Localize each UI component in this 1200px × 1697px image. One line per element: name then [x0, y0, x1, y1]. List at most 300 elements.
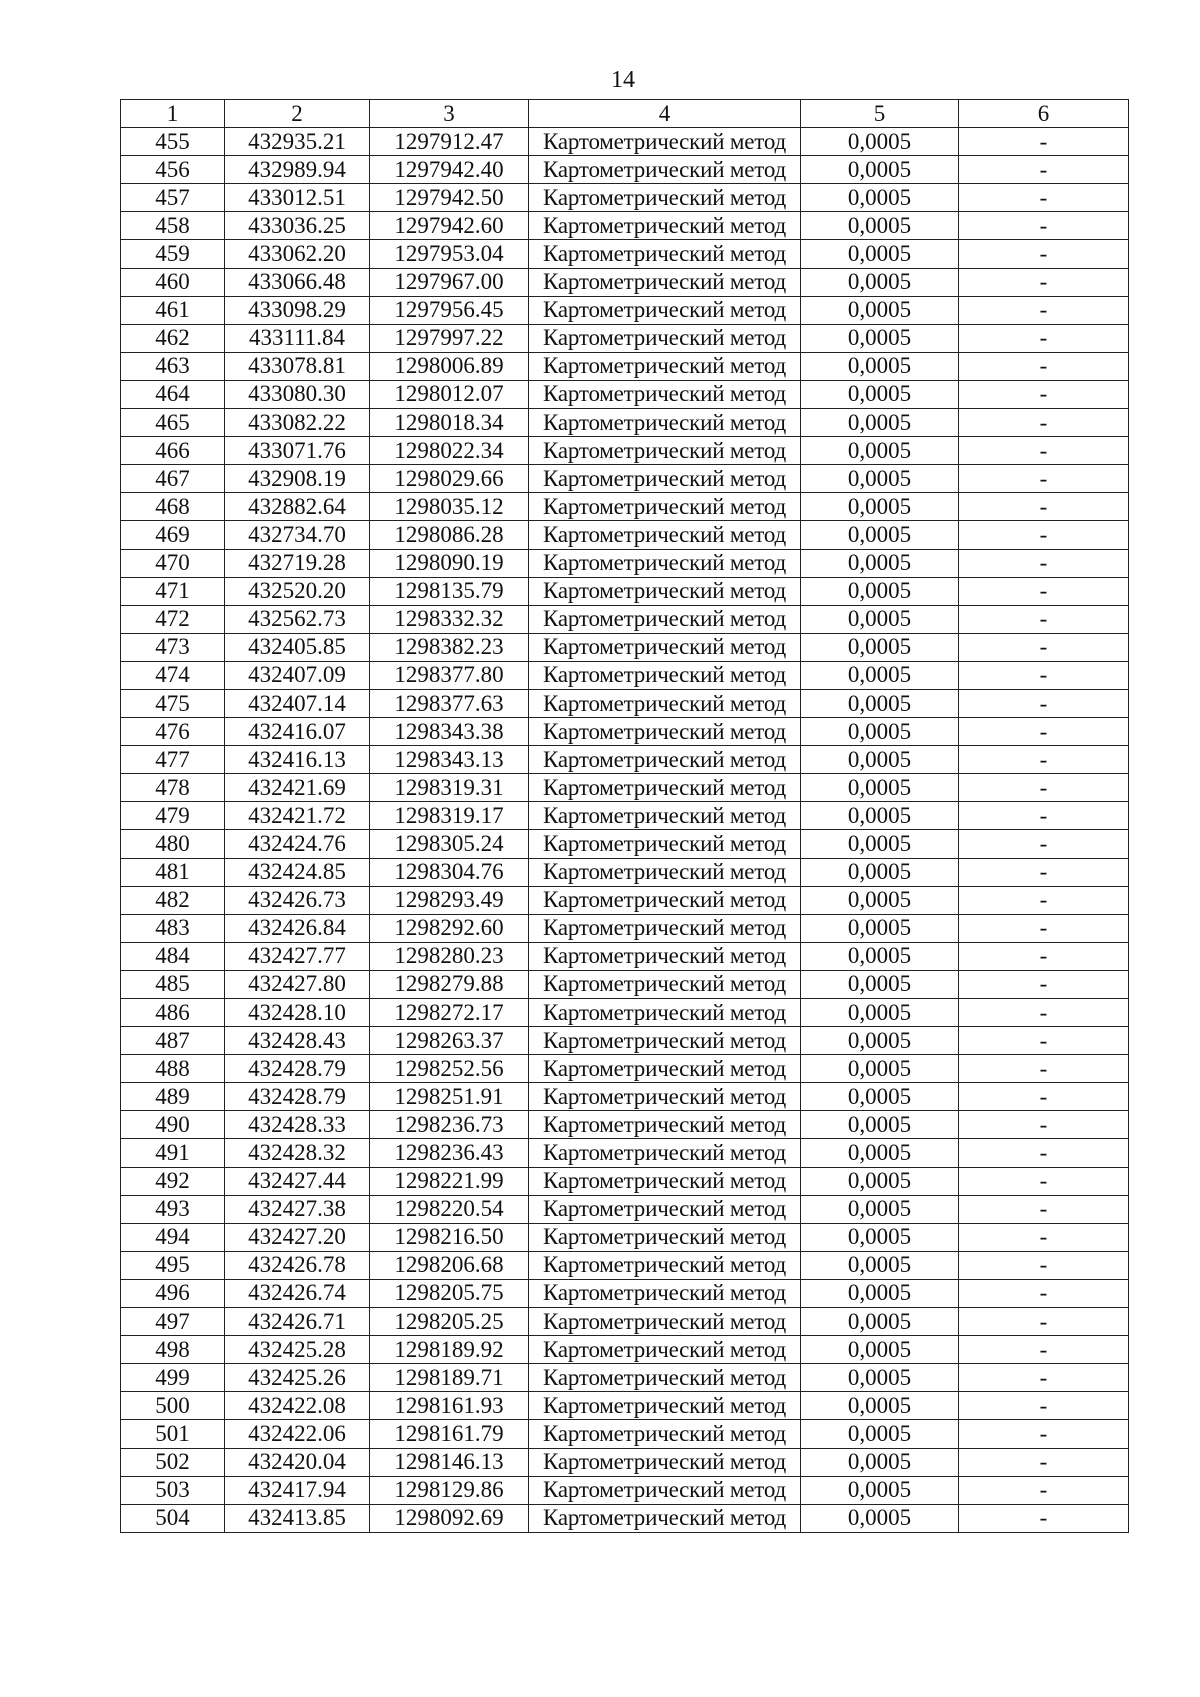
x-coordinate-cell: 432426.71 [225, 1308, 370, 1336]
table-row [121, 1504, 1129, 1532]
y-coordinate-cell: 1298012.07 [370, 380, 529, 408]
x-coordinate-cell: 432882.64 [225, 493, 370, 521]
table-row [121, 970, 1129, 998]
y-coordinate-cell: 1298221.99 [370, 1167, 529, 1195]
table-row [121, 1392, 1129, 1420]
point-number-cell: 478 [121, 774, 225, 802]
table-row [121, 1083, 1129, 1111]
accuracy-cell: 0,0005 [801, 633, 959, 661]
method-cell: Картометрический метод [529, 914, 801, 942]
accuracy-cell: 0,0005 [801, 1167, 959, 1195]
method-cell: Картометрический метод [529, 212, 801, 240]
table-row [121, 661, 1129, 689]
note-cell: - [959, 661, 1129, 689]
table-row [121, 409, 1129, 437]
y-coordinate-cell: 1298272.17 [370, 999, 529, 1027]
accuracy-cell: 0,0005 [801, 605, 959, 633]
y-coordinate-cell: 1298216.50 [370, 1223, 529, 1251]
accuracy-cell: 0,0005 [801, 746, 959, 774]
point-number-cell: 458 [121, 212, 225, 240]
note-cell: - [959, 1504, 1129, 1532]
point-number-cell: 477 [121, 746, 225, 774]
y-coordinate-cell: 1298382.23 [370, 633, 529, 661]
x-coordinate-cell: 432562.73 [225, 605, 370, 633]
note-cell: - [959, 886, 1129, 914]
note-cell: - [959, 802, 1129, 830]
table-row [121, 802, 1129, 830]
accuracy-cell: 0,0005 [801, 409, 959, 437]
point-number-cell: 501 [121, 1420, 225, 1448]
note-cell: - [959, 1364, 1129, 1392]
accuracy-cell: 0,0005 [801, 156, 959, 184]
y-coordinate-cell: 1298236.43 [370, 1139, 529, 1167]
y-coordinate-cell: 1298293.49 [370, 886, 529, 914]
point-number-cell: 479 [121, 802, 225, 830]
x-coordinate-cell: 432428.79 [225, 1083, 370, 1111]
y-coordinate-cell: 1297942.40 [370, 156, 529, 184]
x-coordinate-cell: 432426.73 [225, 886, 370, 914]
accuracy-cell: 0,0005 [801, 1392, 959, 1420]
method-cell: Картометрический метод [529, 1167, 801, 1195]
point-number-cell: 475 [121, 689, 225, 717]
point-number-cell: 495 [121, 1251, 225, 1279]
note-cell: - [959, 296, 1129, 324]
y-coordinate-cell: 1298129.86 [370, 1476, 529, 1504]
y-coordinate-cell: 1298304.76 [370, 858, 529, 886]
method-cell: Картометрический метод [529, 380, 801, 408]
method-cell: Картометрический метод [529, 830, 801, 858]
point-number-cell: 482 [121, 886, 225, 914]
method-cell: Картометрический метод [529, 999, 801, 1027]
note-cell: - [959, 1139, 1129, 1167]
x-coordinate-cell: 432734.70 [225, 521, 370, 549]
point-number-cell: 484 [121, 942, 225, 970]
accuracy-cell: 0,0005 [801, 999, 959, 1027]
method-cell: Картометрический метод [529, 1223, 801, 1251]
x-coordinate-cell: 433066.48 [225, 268, 370, 296]
method-cell: Картометрический метод [529, 577, 801, 605]
accuracy-cell: 0,0005 [801, 858, 959, 886]
table-row [121, 296, 1129, 324]
accuracy-cell: 0,0005 [801, 324, 959, 352]
method-cell: Картометрический метод [529, 970, 801, 998]
method-cell: Картометрический метод [529, 661, 801, 689]
accuracy-cell: 0,0005 [801, 718, 959, 746]
accuracy-cell: 0,0005 [801, 268, 959, 296]
accuracy-cell: 0,0005 [801, 128, 959, 156]
method-cell: Картометрический метод [529, 549, 801, 577]
table-row [121, 914, 1129, 942]
x-coordinate-cell: 433082.22 [225, 409, 370, 437]
y-coordinate-cell: 1298319.31 [370, 774, 529, 802]
coordinates-table [120, 99, 1129, 1533]
y-coordinate-cell: 1298252.56 [370, 1055, 529, 1083]
accuracy-cell: 0,0005 [801, 1251, 959, 1279]
table-row [121, 1251, 1129, 1279]
y-coordinate-cell: 1298029.66 [370, 465, 529, 493]
method-cell: Картометрический метод [529, 774, 801, 802]
method-cell: Картометрический метод [529, 1195, 801, 1223]
accuracy-cell: 0,0005 [801, 661, 959, 689]
point-number-cell: 493 [121, 1195, 225, 1223]
note-cell: - [959, 633, 1129, 661]
table-row [121, 858, 1129, 886]
method-cell: Картометрический метод [529, 1083, 801, 1111]
table-row [121, 212, 1129, 240]
y-coordinate-cell: 1298086.28 [370, 521, 529, 549]
x-coordinate-cell: 433036.25 [225, 212, 370, 240]
y-coordinate-cell: 1297953.04 [370, 240, 529, 268]
accuracy-cell: 0,0005 [801, 240, 959, 268]
accuracy-cell: 0,0005 [801, 212, 959, 240]
accuracy-cell: 0,0005 [801, 802, 959, 830]
x-coordinate-cell: 432935.21 [225, 128, 370, 156]
y-coordinate-cell: 1298022.34 [370, 437, 529, 465]
x-coordinate-cell: 432428.10 [225, 999, 370, 1027]
table-row [121, 352, 1129, 380]
table-row [121, 465, 1129, 493]
y-coordinate-cell: 1298279.88 [370, 970, 529, 998]
y-coordinate-cell: 1298280.23 [370, 942, 529, 970]
note-cell: - [959, 605, 1129, 633]
note-cell: - [959, 184, 1129, 212]
note-cell: - [959, 212, 1129, 240]
method-cell: Картометрический метод [529, 1308, 801, 1336]
point-number-cell: 469 [121, 521, 225, 549]
y-coordinate-cell: 1297912.47 [370, 128, 529, 156]
point-number-cell: 498 [121, 1336, 225, 1364]
note-cell: - [959, 718, 1129, 746]
table-row [121, 886, 1129, 914]
note-cell: - [959, 1111, 1129, 1139]
accuracy-cell: 0,0005 [801, 437, 959, 465]
note-cell: - [959, 268, 1129, 296]
x-coordinate-cell: 432417.94 [225, 1476, 370, 1504]
column-header: 6 [959, 100, 1129, 128]
x-coordinate-cell: 433071.76 [225, 437, 370, 465]
table-row [121, 1111, 1129, 1139]
method-cell: Картометрический метод [529, 296, 801, 324]
note-cell: - [959, 352, 1129, 380]
table-row [121, 746, 1129, 774]
point-number-cell: 481 [121, 858, 225, 886]
point-number-cell: 467 [121, 465, 225, 493]
table-body [121, 128, 1129, 1533]
note-cell: - [959, 1392, 1129, 1420]
table-row [121, 1336, 1129, 1364]
method-cell: Картометрический метод [529, 128, 801, 156]
accuracy-cell: 0,0005 [801, 1308, 959, 1336]
point-number-cell: 470 [121, 549, 225, 577]
table-row [121, 1027, 1129, 1055]
y-coordinate-cell: 1298377.63 [370, 689, 529, 717]
x-coordinate-cell: 432719.28 [225, 549, 370, 577]
method-cell: Картометрический метод [529, 746, 801, 774]
method-cell: Картометрический метод [529, 942, 801, 970]
x-coordinate-cell: 432427.80 [225, 970, 370, 998]
table-row [121, 774, 1129, 802]
table-row [121, 128, 1129, 156]
point-number-cell: 456 [121, 156, 225, 184]
note-cell: - [959, 1251, 1129, 1279]
y-coordinate-cell: 1298189.92 [370, 1336, 529, 1364]
y-coordinate-cell: 1297942.50 [370, 184, 529, 212]
y-coordinate-cell: 1298205.75 [370, 1279, 529, 1307]
method-cell: Картометрический метод [529, 184, 801, 212]
method-cell: Картометрический метод [529, 465, 801, 493]
note-cell: - [959, 746, 1129, 774]
accuracy-cell: 0,0005 [801, 1195, 959, 1223]
y-coordinate-cell: 1297967.00 [370, 268, 529, 296]
point-number-cell: 485 [121, 970, 225, 998]
accuracy-cell: 0,0005 [801, 465, 959, 493]
note-cell: - [959, 858, 1129, 886]
table-row [121, 1167, 1129, 1195]
table-row [121, 689, 1129, 717]
point-number-cell: 462 [121, 324, 225, 352]
method-cell: Картометрический метод [529, 437, 801, 465]
note-cell: - [959, 1420, 1129, 1448]
table-row [121, 1448, 1129, 1476]
x-coordinate-cell: 432426.74 [225, 1279, 370, 1307]
note-cell: - [959, 1055, 1129, 1083]
column-header: 4 [529, 100, 801, 128]
y-coordinate-cell: 1298018.34 [370, 409, 529, 437]
method-cell: Картометрический метод [529, 1027, 801, 1055]
accuracy-cell: 0,0005 [801, 1083, 959, 1111]
method-cell: Картометрический метод [529, 1111, 801, 1139]
x-coordinate-cell: 432424.76 [225, 830, 370, 858]
note-cell: - [959, 689, 1129, 717]
accuracy-cell: 0,0005 [801, 1504, 959, 1532]
y-coordinate-cell: 1298035.12 [370, 493, 529, 521]
method-cell: Картометрический метод [529, 1279, 801, 1307]
x-coordinate-cell: 432422.08 [225, 1392, 370, 1420]
table-row [121, 268, 1129, 296]
accuracy-cell: 0,0005 [801, 1027, 959, 1055]
y-coordinate-cell: 1297956.45 [370, 296, 529, 324]
x-coordinate-cell: 432421.69 [225, 774, 370, 802]
accuracy-cell: 0,0005 [801, 914, 959, 942]
y-coordinate-cell: 1298343.13 [370, 746, 529, 774]
accuracy-cell: 0,0005 [801, 380, 959, 408]
x-coordinate-cell: 433062.20 [225, 240, 370, 268]
x-coordinate-cell: 433111.84 [225, 324, 370, 352]
point-number-cell: 460 [121, 268, 225, 296]
point-number-cell: 483 [121, 914, 225, 942]
x-coordinate-cell: 432422.06 [225, 1420, 370, 1448]
accuracy-cell: 0,0005 [801, 352, 959, 380]
note-cell: - [959, 1308, 1129, 1336]
accuracy-cell: 0,0005 [801, 1223, 959, 1251]
accuracy-cell: 0,0005 [801, 830, 959, 858]
x-coordinate-cell: 432427.77 [225, 942, 370, 970]
x-coordinate-cell: 432427.20 [225, 1223, 370, 1251]
table-row [121, 521, 1129, 549]
method-cell: Картометрический метод [529, 1364, 801, 1392]
point-number-cell: 455 [121, 128, 225, 156]
point-number-cell: 465 [121, 409, 225, 437]
table-row [121, 1055, 1129, 1083]
table-row [121, 1364, 1129, 1392]
accuracy-cell: 0,0005 [801, 1139, 959, 1167]
accuracy-cell: 0,0005 [801, 549, 959, 577]
note-cell: - [959, 1279, 1129, 1307]
note-cell: - [959, 914, 1129, 942]
point-number-cell: 499 [121, 1364, 225, 1392]
method-cell: Картометрический метод [529, 1420, 801, 1448]
method-cell: Картометрический метод [529, 1139, 801, 1167]
x-coordinate-cell: 432426.84 [225, 914, 370, 942]
method-cell: Картометрический метод [529, 352, 801, 380]
method-cell: Картометрический метод [529, 1476, 801, 1504]
note-cell: - [959, 1448, 1129, 1476]
note-cell: - [959, 1336, 1129, 1364]
note-cell: - [959, 549, 1129, 577]
accuracy-cell: 0,0005 [801, 1448, 959, 1476]
accuracy-cell: 0,0005 [801, 296, 959, 324]
method-cell: Картометрический метод [529, 633, 801, 661]
method-cell: Картометрический метод [529, 858, 801, 886]
accuracy-cell: 0,0005 [801, 970, 959, 998]
note-cell: - [959, 521, 1129, 549]
point-number-cell: 497 [121, 1308, 225, 1336]
accuracy-cell: 0,0005 [801, 942, 959, 970]
note-cell: - [959, 1167, 1129, 1195]
accuracy-cell: 0,0005 [801, 184, 959, 212]
table-row [121, 1139, 1129, 1167]
note-cell: - [959, 1476, 1129, 1504]
point-number-cell: 472 [121, 605, 225, 633]
y-coordinate-cell: 1297997.22 [370, 324, 529, 352]
note-cell: - [959, 493, 1129, 521]
accuracy-cell: 0,0005 [801, 521, 959, 549]
table-row [121, 633, 1129, 661]
x-coordinate-cell: 433012.51 [225, 184, 370, 212]
method-cell: Картометрический метод [529, 1392, 801, 1420]
note-cell: - [959, 774, 1129, 802]
x-coordinate-cell: 432427.44 [225, 1167, 370, 1195]
table-row [121, 942, 1129, 970]
table-row [121, 240, 1129, 268]
y-coordinate-cell: 1298090.19 [370, 549, 529, 577]
header-row [121, 100, 1129, 128]
point-number-cell: 504 [121, 1504, 225, 1532]
y-coordinate-cell: 1298161.93 [370, 1392, 529, 1420]
table-row [121, 605, 1129, 633]
point-number-cell: 473 [121, 633, 225, 661]
y-coordinate-cell: 1298220.54 [370, 1195, 529, 1223]
point-number-cell: 466 [121, 437, 225, 465]
table-row [121, 1420, 1129, 1448]
note-cell: - [959, 577, 1129, 605]
y-coordinate-cell: 1298189.71 [370, 1364, 529, 1392]
x-coordinate-cell: 432428.79 [225, 1055, 370, 1083]
y-coordinate-cell: 1298161.79 [370, 1420, 529, 1448]
table-row [121, 1308, 1129, 1336]
method-cell: Картометрический метод [529, 493, 801, 521]
x-coordinate-cell: 432426.78 [225, 1251, 370, 1279]
accuracy-cell: 0,0005 [801, 1111, 959, 1139]
y-coordinate-cell: 1298319.17 [370, 802, 529, 830]
method-cell: Картометрический метод [529, 1055, 801, 1083]
y-coordinate-cell: 1298092.69 [370, 1504, 529, 1532]
column-header: 5 [801, 100, 959, 128]
table-header [121, 100, 1129, 128]
method-cell: Картометрический метод [529, 409, 801, 437]
table-row [121, 1223, 1129, 1251]
x-coordinate-cell: 432416.13 [225, 746, 370, 774]
point-number-cell: 500 [121, 1392, 225, 1420]
point-number-cell: 487 [121, 1027, 225, 1055]
method-cell: Картометрический метод [529, 689, 801, 717]
note-cell: - [959, 324, 1129, 352]
y-coordinate-cell: 1298292.60 [370, 914, 529, 942]
x-coordinate-cell: 432421.72 [225, 802, 370, 830]
note-cell: - [959, 830, 1129, 858]
table-row [121, 493, 1129, 521]
table-row [121, 156, 1129, 184]
accuracy-cell: 0,0005 [801, 1420, 959, 1448]
point-number-cell: 488 [121, 1055, 225, 1083]
note-cell: - [959, 437, 1129, 465]
point-number-cell: 496 [121, 1279, 225, 1307]
x-coordinate-cell: 432407.14 [225, 689, 370, 717]
accuracy-cell: 0,0005 [801, 1364, 959, 1392]
y-coordinate-cell: 1298006.89 [370, 352, 529, 380]
note-cell: - [959, 465, 1129, 493]
table-row [121, 184, 1129, 212]
accuracy-cell: 0,0005 [801, 774, 959, 802]
note-cell: - [959, 1083, 1129, 1111]
point-number-cell: 459 [121, 240, 225, 268]
note-cell: - [959, 1223, 1129, 1251]
x-coordinate-cell: 432989.94 [225, 156, 370, 184]
column-header: 3 [370, 100, 529, 128]
method-cell: Картометрический метод [529, 886, 801, 914]
method-cell: Картометрический метод [529, 1336, 801, 1364]
table-row [121, 380, 1129, 408]
page-number: 14 [611, 67, 635, 93]
table-row [121, 324, 1129, 352]
accuracy-cell: 0,0005 [801, 1055, 959, 1083]
x-coordinate-cell: 432425.28 [225, 1336, 370, 1364]
table-row [121, 718, 1129, 746]
note-cell: - [959, 942, 1129, 970]
x-coordinate-cell: 432427.38 [225, 1195, 370, 1223]
point-number-cell: 464 [121, 380, 225, 408]
point-number-cell: 491 [121, 1139, 225, 1167]
x-coordinate-cell: 432908.19 [225, 465, 370, 493]
note-cell: - [959, 240, 1129, 268]
note-cell: - [959, 409, 1129, 437]
accuracy-cell: 0,0005 [801, 493, 959, 521]
point-number-cell: 463 [121, 352, 225, 380]
point-number-cell: 502 [121, 1448, 225, 1476]
y-coordinate-cell: 1298236.73 [370, 1111, 529, 1139]
method-cell: Картометрический метод [529, 605, 801, 633]
table-row [121, 999, 1129, 1027]
y-coordinate-cell: 1298343.38 [370, 718, 529, 746]
x-coordinate-cell: 432405.85 [225, 633, 370, 661]
x-coordinate-cell: 432520.20 [225, 577, 370, 605]
column-header: 2 [225, 100, 370, 128]
note-cell: - [959, 128, 1129, 156]
method-cell: Картометрический метод [529, 1504, 801, 1532]
x-coordinate-cell: 433078.81 [225, 352, 370, 380]
accuracy-cell: 0,0005 [801, 886, 959, 914]
method-cell: Картометрический метод [529, 521, 801, 549]
